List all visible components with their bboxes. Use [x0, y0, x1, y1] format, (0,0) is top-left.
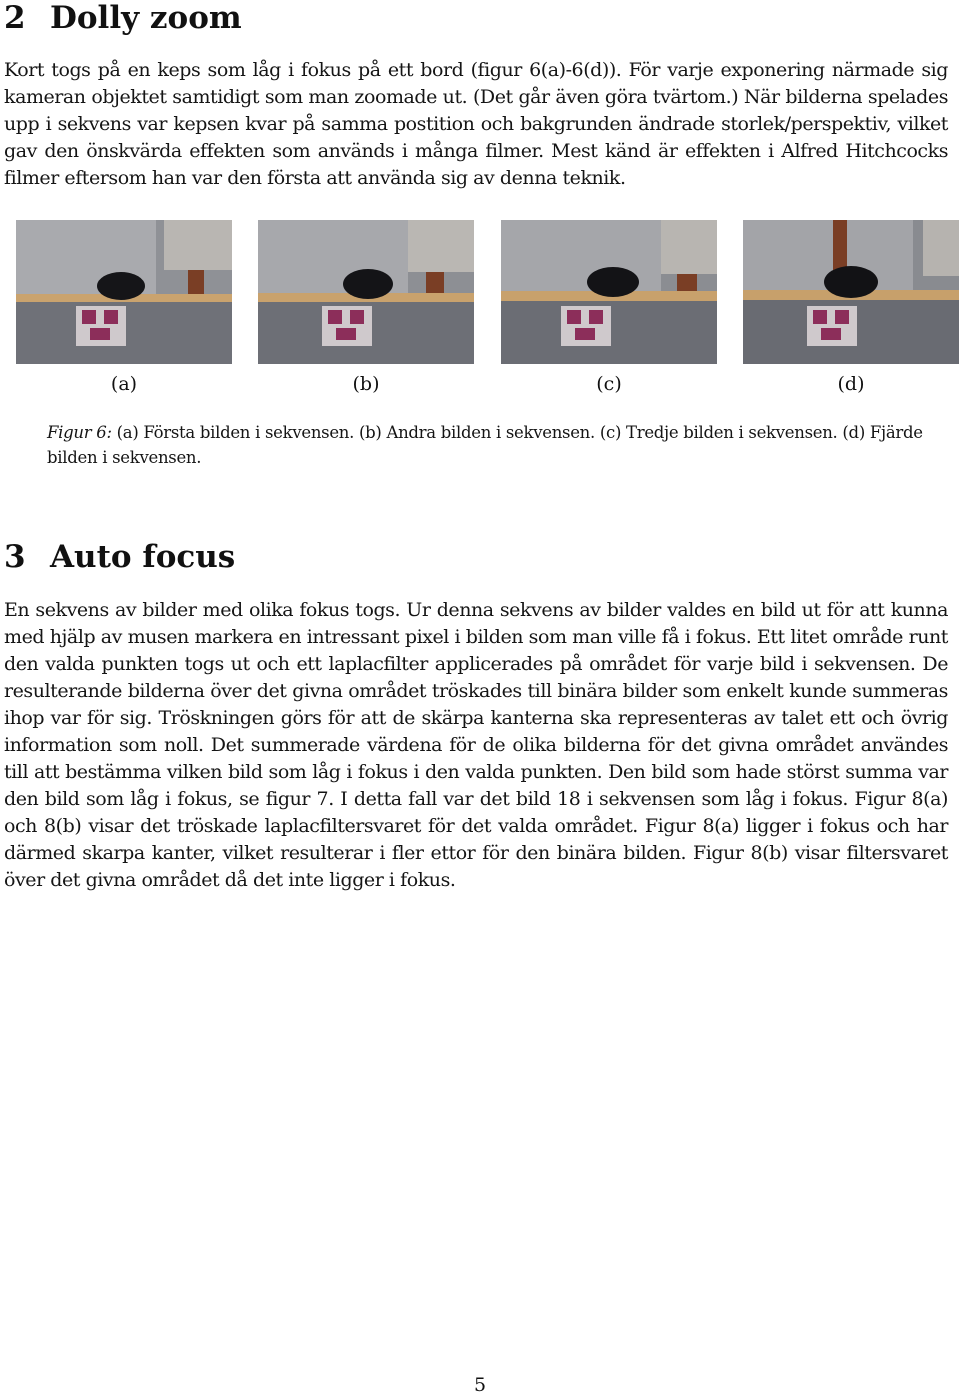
- photo-a-image: [16, 220, 232, 364]
- subfigure-label-d: (d): [837, 373, 865, 395]
- section-number: 3: [4, 539, 26, 575]
- photo-a: [16, 220, 232, 364]
- photo-b-image: [258, 220, 474, 364]
- figure-caption: [47, 420, 927, 470]
- subfigure-label-c: (c): [596, 373, 622, 395]
- section-title: Dolly zoom: [50, 0, 242, 36]
- paragraph-dolly-zoom: Kort togs på en keps som låg i fokus på ett bord (figur 6(a)-6(d)). För varje exponering närmade sig kameran objektet samtidigt som man zoomade ut. (Det går även göra tvärtom.) När bilderna spelades upp i sekvens var kepsen kvar på samma postition och bakgrunden ändrade storlek/perspektiv, vilket gav den önskvärda effekten som används i många filmer. Mest känd är effekten i Alfred Hitchcocks filmer eftersom han var den första att använda sig av denna teknik.: [4, 59, 948, 189]
- photo-d: [743, 220, 959, 364]
- photo-c-image: [501, 220, 717, 364]
- section-title: Auto focus: [50, 539, 236, 575]
- figure-caption-label: Figur 6:: [47, 423, 112, 442]
- photo-b: [258, 220, 474, 364]
- paragraph-auto-focus: En sekvens av bilder med olika fokus togs. Ur denna sekvens av bilder valdes en bild ut för att kunna med hjälp av musen markera en intressant pixel i bilden som man ville få i fokus. Ett litet område runt den valda punkten togs ut och ett laplacfilter applicerades på området för varje bild i sekvensen. De resulterande bilderna över det givna området tröskades till binära bilder som enkelt kunde summeras ihop var för sig. Tröskningen görs för att de skärpa kanterna ska representeras av talet ett och övrig information som noll. Det summerade värdena för de olika bilderna för det givna området användes till att bestämma vilken bild som låg i fokus i den valda punkten. Den bild som hade störst summa var den bild som låg i fokus, se figur 7. I detta fall var det bild 18 i sekvensen som låg i fokus. Figur 8(a) och 8(b) visar det tröskade laplacfiltersvaret för det valda området. Figur 8(a) ligger i fokus och har därmed skarpa kanter, vilket resulterar i fler ettor för den binära bilden. Figur 8(b) visar filtersvaret över det givna området då det inte ligger i fokus.: [4, 599, 948, 891]
- subfigure-label-a: (a): [110, 373, 138, 395]
- photo-d-image: [743, 220, 959, 364]
- section-number: 2: [4, 0, 26, 36]
- section-heading-auto-focus: [4, 539, 235, 575]
- photo-c: [501, 220, 717, 364]
- figure-6-images: [16, 220, 960, 364]
- figure-caption-text: (a) Första bilden i sekvensen. (b) Andra bilden i sekvensen. (c) Tredje bilden i sekvensen. (d) Fjärde bilden i sekvensen.: [47, 423, 923, 467]
- subfigure-label-b: (b): [352, 373, 380, 395]
- section-heading-dolly-zoom: [4, 0, 242, 36]
- page-number: 5: [473, 1374, 487, 1396]
